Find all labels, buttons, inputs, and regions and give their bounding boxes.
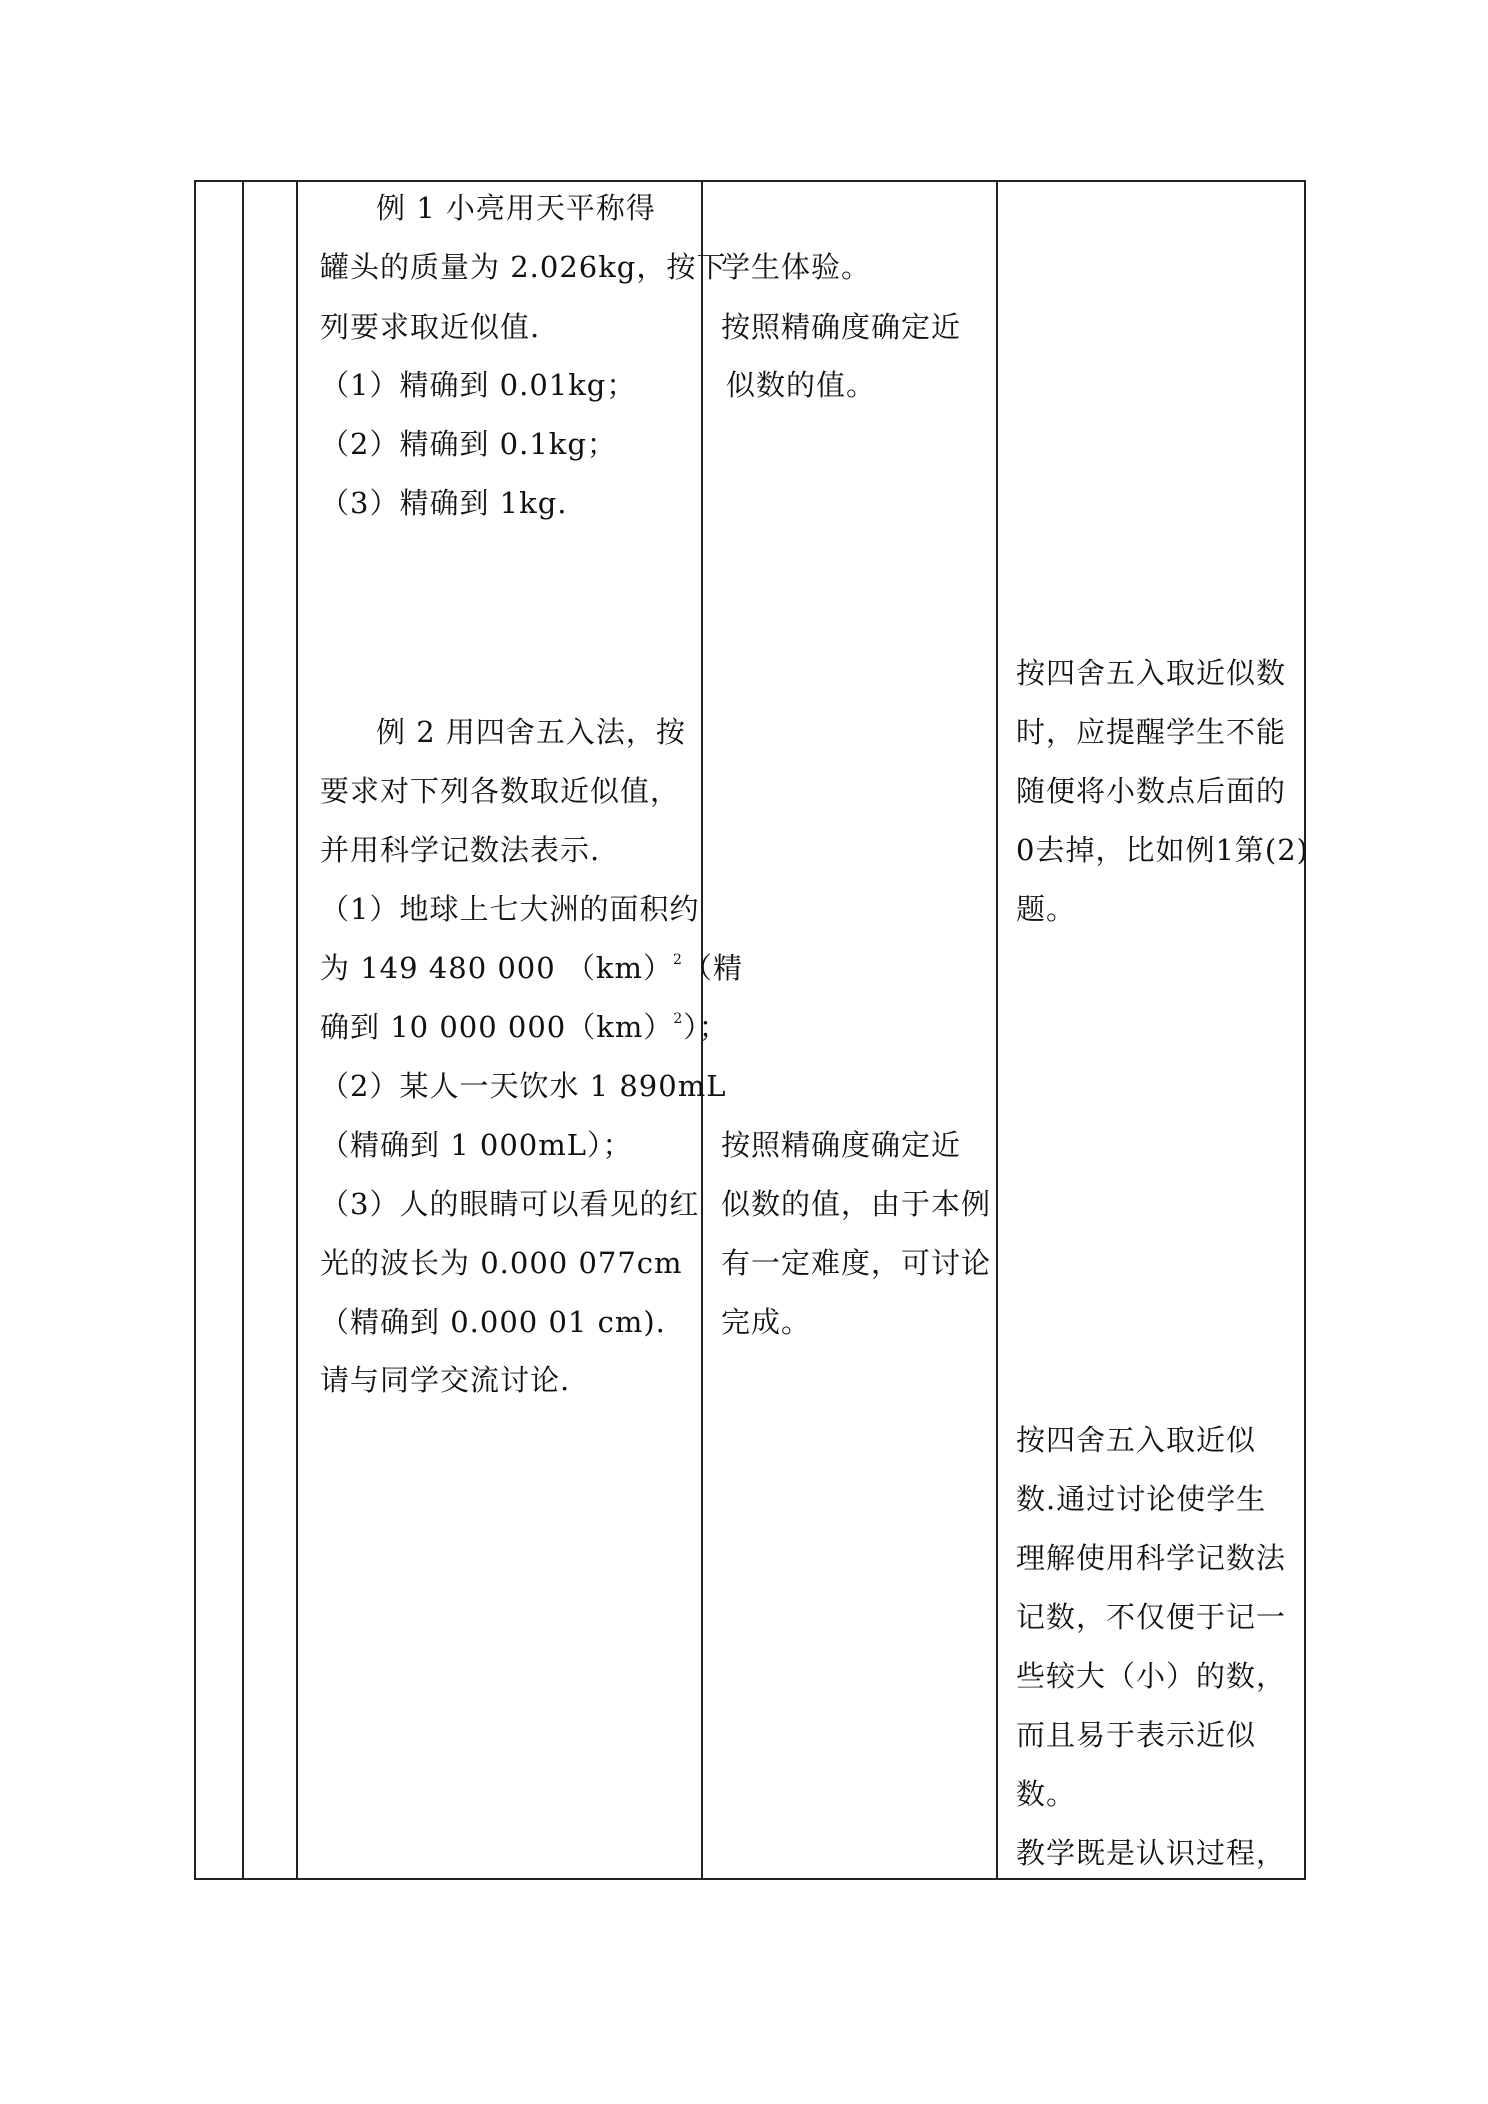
design-note-line: 按四舍五入取近似数: [1016, 656, 1287, 690]
example2-line: 并用科学记数法表示.: [320, 833, 601, 867]
example2-part: （3）人的眼睛可以看见的红: [320, 1187, 700, 1221]
example2-part: （2）某人一天饮水 1 890mL: [320, 1069, 727, 1103]
design-note-line: 理解使用科学记数法: [1016, 1541, 1287, 1575]
example1-line: 例 1 小亮用天平称得: [376, 191, 656, 225]
design-note-line: 些较大（小）的数，: [1016, 1659, 1287, 1693]
example2-part: （1）地球上七大洲的面积约: [320, 892, 700, 926]
student-activity-line: 按照精确度确定近: [721, 1128, 962, 1162]
design-note-line: 数。: [1016, 1777, 1077, 1811]
example2-line: 要求对下列各数取近似值，: [320, 774, 681, 808]
design-note-line: 教学既是认识过程，: [1016, 1836, 1287, 1870]
example2-line: 例 2 用四舍五入法，按: [376, 715, 686, 749]
design-note-line: 随便将小数点后面的: [1016, 774, 1287, 808]
example2-line: 请与同学交流讨论.: [320, 1363, 571, 1397]
design-note-line: 而且易于表示近似: [1016, 1718, 1257, 1752]
design-note-line: 记数，不仅便于记一: [1016, 1600, 1287, 1634]
design-note-line: 数.通过讨论使学生: [1016, 1482, 1267, 1516]
student-activity-line: 完成。: [721, 1305, 812, 1339]
design-note-line: 按四舍五入取近似: [1016, 1423, 1257, 1457]
student-activity-line: 按照精确度确定近: [721, 310, 962, 344]
example2-part: （精确到 1 000mL）；: [320, 1128, 633, 1162]
example2-part: （精确到 0.000 01 cm).: [320, 1305, 666, 1339]
example2-part: [320, 1007, 729, 1053]
example1-part: （2）精确到 0.1kg；: [320, 427, 617, 461]
example2-text: 确到 10 000 000（km）: [320, 1010, 674, 1044]
column-divider: [242, 182, 244, 1878]
example2-part: 光的波长为 0.000 077cm: [320, 1246, 683, 1280]
example2-text: （精: [682, 951, 743, 985]
example2-part: [320, 948, 743, 994]
column-divider: [296, 182, 298, 1878]
example1-line: 列要求取近似值.: [320, 310, 541, 344]
superscript: 2: [673, 1011, 684, 1027]
design-note-line: 时，应提醒学生不能: [1016, 715, 1287, 749]
student-activity-line: 学生体验。: [721, 250, 872, 284]
student-activity-line: 似数的值。: [726, 368, 877, 402]
example1-part: （1）精确到 0.01kg；: [320, 368, 637, 402]
student-activity-line: 似数的值，由于本例: [721, 1187, 992, 1221]
lesson-table: [194, 180, 1309, 1880]
example1-part: （3）精确到 1kg.: [320, 486, 568, 520]
student-activity-line: 有一定难度，可讨论: [721, 1246, 992, 1280]
example2-text: 为 149 480 000 （km）: [320, 951, 674, 985]
column-divider: [996, 182, 998, 1878]
design-note-line: 题。: [1016, 892, 1077, 926]
design-note-line: 0去掉，比如例1第(2): [1016, 833, 1309, 867]
superscript: 2: [673, 952, 683, 968]
example1-line: 罐头的质量为 2.026kg，按下: [320, 250, 727, 284]
example2-text: ）；: [683, 1010, 729, 1044]
